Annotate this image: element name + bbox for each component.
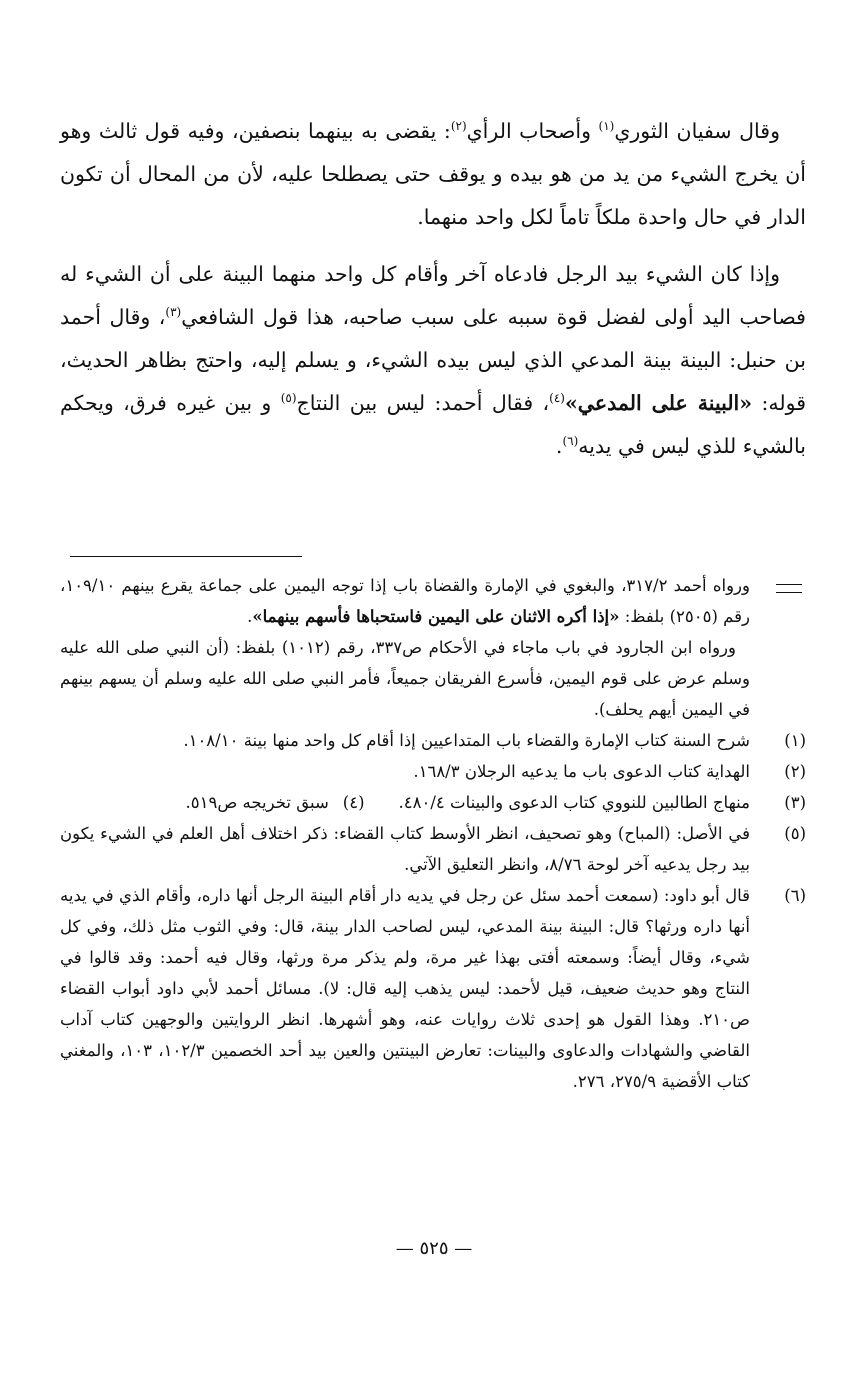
footnotes-section — [60, 570, 806, 1097]
footnote-text: شرح السنة كتاب الإمارة والقضاء باب المتداعيين إذا أقام كل واحد منها بينة ١٠٨/١٠. — [183, 731, 750, 750]
footnote-text: منهاج الطالبين للنووي كتاب الدعوى والبينات ٤٨٠/٤. — [398, 793, 750, 812]
footnote-1 — [60, 725, 806, 756]
footnote-6 — [60, 880, 806, 1097]
footnote-ref-3[interactable]: (٣) — [165, 305, 182, 320]
main-paragraph-2: وإذا كان الشيء بيد الرجل فادعاه آخر وأقام كل واحد منهما البينة على أن الشيء له فصاحب اليد أولى لفضل قوة سببه على سبب صاحبه، هذا قول الشافعي$^{(٣)}$، وقال أحمد بن حنبل: البينة بينة المدعي الذي ليس بيده الشيء، و يسلم إليه، واحتج بظاهر الحديث، قوله: «البينة على المدعي»$^{(٤)}$، فقال أحمد: ليس بين النتاج$^{(٥)}$ و بين غيره فرق، ويحكم بالشيء للذي ليس في يديه$^{(٦)}$. — [60, 262, 806, 458]
main-paragraph-1: وقال سفيان الثوري$^{(١)}$ وأصحاب الرأي$^{(٢)}$: يقضى به بينهما بنصفين، وفيه قول ثالث وهو أن يخرج الشيء من يد من هو بيده و يوقف حتى يصطلحا عليه، لأن من المحال أن تكون الدار في حال واحدة ملكاً تاماً لكل واحد منهما. — [60, 119, 806, 229]
footnote-number: (٢) — [784, 762, 806, 781]
footnote-text: في الأصل: (المباح) وهو تصحيف، انظر الأوسط كتاب القضاء: ذكر اختلاف أهل العلم في الشيء يكون بيد رجل يدعيه آخر لوحة ٨/٧٦، وانظر التعليق الآتي. — [60, 824, 750, 874]
footnote-number: (٣) — [784, 793, 806, 812]
continuation-paragraph-2: ورواه ابن الجارود في باب ماجاء في الأحكام ص٣٣٧، رقم (١٠١٢) بلفظ: (أن النبي صلى الله عليه وسلم عرض على قوم اليمين، فأسرع الفريقان جميعاً، فأمر النبي صلى الله عليه وسلم أن يسهم بينهم في اليمين أيهم يحلف). — [60, 638, 750, 719]
footnote-separator — [70, 556, 302, 557]
footnote-number: (٤) — [342, 793, 365, 812]
footnote-ref-2[interactable]: (٢) — [450, 119, 467, 134]
footnote-3-4 — [60, 787, 806, 818]
footnote-continuation — [60, 570, 806, 725]
main-text — [60, 110, 806, 482]
page-number: — ٥٢٥ — — [395, 1238, 473, 1259]
footnote-number: (٥) — [784, 824, 806, 843]
continuation-paragraph-1: ورواه أحمد ٣١٧/٢، والبغوي في الإمارة والقضاة باب إذا توجه اليمين على جماعة يقرع بينهم ١٠٩/١٠، رقم (٢٥٠٥) بلفظ: «إذا أكره الاثنان على اليمين فاستحباها فأسهم بينهما». — [60, 576, 750, 626]
footnote-5 — [60, 818, 806, 880]
footnote-ref-4[interactable]: (٤) — [549, 391, 565, 406]
footnote-text: قال أبو داود: (سمعت أحمد سئل عن رجل في يديه دار أقام البينة الرجل أنها داره، وأقام الذي في يديه أنها داره ورثها؟ قال: البينة بينة المدعي، ليس لصاحب الدار بينة، قال: وفي الثوب مثل ذلك، وفي كل شيء، وقال أيضاً: وسمعته أفتى بهذا غير مرة، ولم يذكر مرة ورثها، وقال فيه أحمد: وقد قالوا في النتاج وهو حديث ضعيف، قيل لأحمد: ليس يذهب إليه قال: لا). مسائل أحمد لأبي داود أبواب القضاء ص٢١٠. وهذا القول هو إحدى ثلاث روايات عنه، وهو أشهرها. انظر الروايتين والوجهين كتاب آداب القاضي والشهادات والدعاوى والبينات: تعارض البينتين والعين بيد أحد الخصمين ١٠٢/٣، ١٠٣، والمغني كتاب الأقضية ٢٧٥/٩، ٢٧٦. — [60, 886, 750, 1091]
footnote-number: (١) — [784, 731, 806, 750]
footnote-text: الهداية كتاب الدعوى باب ما يدعيه الرجلان ١٦٨/٣. — [413, 762, 750, 781]
footnote-number: (٦) — [784, 886, 806, 905]
footnote-text: سبق تخريجه ص٥١٩. — [185, 793, 329, 812]
footnote-ref-5[interactable]: (٥) — [280, 391, 297, 406]
footnote-ref-1[interactable]: (١) — [598, 119, 615, 134]
footnote-ref-6[interactable]: (٦) — [562, 434, 579, 449]
footnote-2 — [60, 756, 806, 787]
hadith-quote: «البينة على المدعي» — [564, 391, 753, 415]
